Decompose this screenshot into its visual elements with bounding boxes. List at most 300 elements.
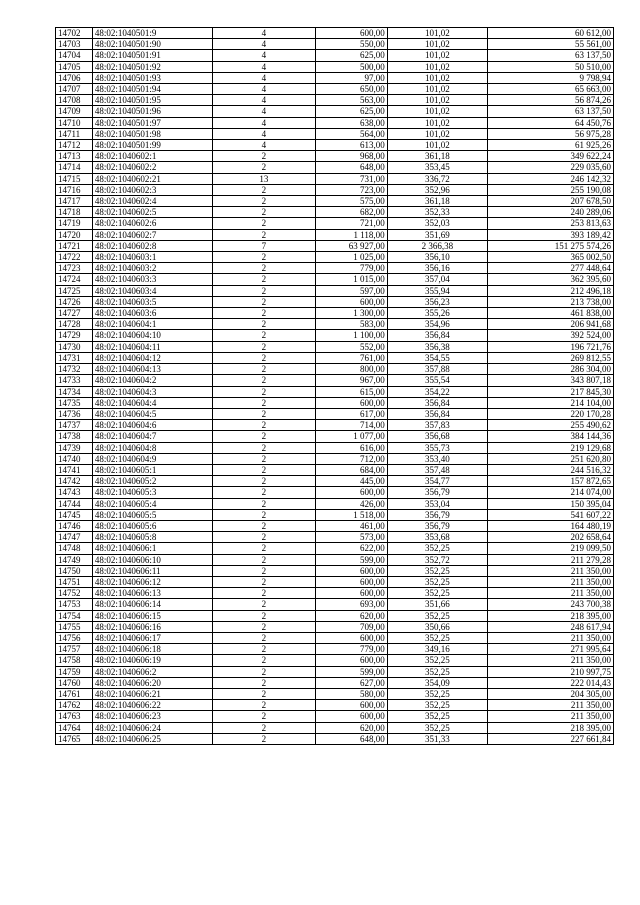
- table-row: [56, 352, 614, 363]
- area-cell: 761,00: [316, 352, 388, 363]
- value-cell: 50 510,00: [488, 61, 614, 72]
- row-number-cell: 14722: [56, 252, 93, 263]
- value-cell: 392 524,00: [488, 330, 614, 341]
- table-row: [56, 565, 614, 576]
- area-cell: 1 015,00: [316, 274, 388, 285]
- table-row: [56, 173, 614, 184]
- cadastral-number-cell: 48:02:1040604:11: [92, 341, 212, 352]
- rate-cell: 352,25: [387, 722, 487, 733]
- row-number-cell: 14765: [56, 733, 93, 744]
- category-cell: 2: [212, 397, 315, 408]
- value-cell: 56 975,28: [488, 128, 614, 139]
- area-cell: 779,00: [316, 263, 388, 274]
- value-cell: 202 658,64: [488, 532, 614, 543]
- row-number-cell: 14758: [56, 655, 93, 666]
- rate-cell: 352,25: [387, 666, 487, 677]
- cadastral-number-cell: 48:02:1040602:3: [92, 184, 212, 195]
- table-row: [56, 420, 614, 431]
- cadastral-number-cell: 48:02:1040501:94: [92, 84, 212, 95]
- value-cell: 9 798,94: [488, 72, 614, 83]
- rate-cell: 101,02: [387, 117, 487, 128]
- row-number-cell: 14741: [56, 464, 93, 475]
- table-row: [56, 498, 614, 509]
- category-cell: 2: [212, 599, 315, 610]
- category-cell: 2: [212, 319, 315, 330]
- rate-cell: 336,72: [387, 173, 487, 184]
- rate-cell: 349,16: [387, 644, 487, 655]
- row-number-cell: 14748: [56, 543, 93, 554]
- area-cell: 599,00: [316, 554, 388, 565]
- cadastral-number-cell: 48:02:1040603:6: [92, 308, 212, 319]
- cadastral-number-cell: 48:02:1040606:24: [92, 722, 212, 733]
- category-cell: 2: [212, 543, 315, 554]
- area-cell: 625,00: [316, 50, 388, 61]
- cadastral-number-cell: 48:02:1040501:92: [92, 61, 212, 72]
- table-row: [56, 554, 614, 565]
- area-cell: 613,00: [316, 140, 388, 151]
- rate-cell: 352,25: [387, 688, 487, 699]
- cadastral-number-cell: 48:02:1040606:2: [92, 666, 212, 677]
- rate-cell: 101,02: [387, 28, 487, 39]
- table-row: [56, 240, 614, 251]
- rate-cell: 2 366,38: [387, 240, 487, 251]
- cadastral-number-cell: 48:02:1040603:5: [92, 296, 212, 307]
- rate-cell: 353,68: [387, 532, 487, 543]
- area-cell: 600,00: [316, 588, 388, 599]
- cadastral-number-cell: 48:02:1040603:2: [92, 263, 212, 274]
- area-cell: 1 100,00: [316, 330, 388, 341]
- row-number-cell: 14752: [56, 588, 93, 599]
- cadastral-number-cell: 48:02:1040606:15: [92, 610, 212, 621]
- row-number-cell: 14762: [56, 700, 93, 711]
- category-cell: 2: [212, 453, 315, 464]
- rate-cell: 355,26: [387, 308, 487, 319]
- value-cell: 210 997,75: [488, 666, 614, 677]
- table-row: [56, 688, 614, 699]
- rate-cell: 101,02: [387, 50, 487, 61]
- table-row: [56, 644, 614, 655]
- rate-cell: 350,66: [387, 621, 487, 632]
- rate-cell: 101,02: [387, 106, 487, 117]
- cadastral-number-cell: 48:02:1040604:7: [92, 431, 212, 442]
- category-cell: 2: [212, 476, 315, 487]
- area-cell: 1 077,00: [316, 431, 388, 442]
- row-number-cell: 14755: [56, 621, 93, 632]
- cadastral-number-cell: 48:02:1040605:5: [92, 509, 212, 520]
- area-cell: 97,00: [316, 72, 388, 83]
- table-row: [56, 509, 614, 520]
- row-number-cell: 14706: [56, 72, 93, 83]
- rate-cell: 101,02: [387, 61, 487, 72]
- table-row: [56, 733, 614, 744]
- category-cell: 2: [212, 464, 315, 475]
- category-cell: 2: [212, 666, 315, 677]
- category-cell: 4: [212, 128, 315, 139]
- value-cell: 211 279,28: [488, 554, 614, 565]
- cadastral-number-cell: 48:02:1040605:1: [92, 464, 212, 475]
- value-cell: 218 395,00: [488, 722, 614, 733]
- table-row: [56, 106, 614, 117]
- value-cell: 214 074,00: [488, 487, 614, 498]
- category-cell: 2: [212, 308, 315, 319]
- rate-cell: 352,25: [387, 700, 487, 711]
- row-number-cell: 14757: [56, 644, 93, 655]
- category-cell: 2: [212, 498, 315, 509]
- table-row: [56, 588, 614, 599]
- table-row: [56, 95, 614, 106]
- rate-cell: 354,22: [387, 386, 487, 397]
- table-row: [56, 532, 614, 543]
- area-cell: 709,00: [316, 621, 388, 632]
- cadastral-number-cell: 48:02:1040606:20: [92, 677, 212, 688]
- cadastral-number-cell: 48:02:1040501:93: [92, 72, 212, 83]
- table-row: [56, 610, 614, 621]
- category-cell: 2: [212, 554, 315, 565]
- area-cell: 682,00: [316, 207, 388, 218]
- category-cell: 2: [212, 576, 315, 587]
- row-number-cell: 14721: [56, 240, 93, 251]
- table-row: [56, 711, 614, 722]
- category-cell: 2: [212, 733, 315, 744]
- row-number-cell: 14711: [56, 128, 93, 139]
- table-row: [56, 722, 614, 733]
- value-cell: 150 395,04: [488, 498, 614, 509]
- value-cell: 211 350,00: [488, 588, 614, 599]
- cadastral-number-cell: 48:02:1040604:4: [92, 397, 212, 408]
- value-cell: 214 104,00: [488, 397, 614, 408]
- value-cell: 271 995,64: [488, 644, 614, 655]
- row-number-cell: 14749: [56, 554, 93, 565]
- category-cell: 2: [212, 632, 315, 643]
- table-row: [56, 28, 614, 39]
- rate-cell: 353,04: [387, 498, 487, 509]
- value-cell: 222 014,43: [488, 677, 614, 688]
- value-cell: 211 350,00: [488, 655, 614, 666]
- value-cell: 213 738,00: [488, 296, 614, 307]
- row-number-cell: 14726: [56, 296, 93, 307]
- rate-cell: 356,16: [387, 263, 487, 274]
- table-row: [56, 229, 614, 240]
- rate-cell: 356,10: [387, 252, 487, 263]
- row-number-cell: 14760: [56, 677, 93, 688]
- value-cell: 63 137,50: [488, 50, 614, 61]
- table-row: [56, 207, 614, 218]
- area-cell: 600,00: [316, 711, 388, 722]
- row-number-cell: 14751: [56, 576, 93, 587]
- value-cell: 393 189,42: [488, 229, 614, 240]
- table-row: [56, 476, 614, 487]
- cadastral-value-table: [55, 27, 614, 745]
- table-row: [56, 386, 614, 397]
- area-cell: 627,00: [316, 677, 388, 688]
- value-cell: 211 350,00: [488, 700, 614, 711]
- area-cell: 1 118,00: [316, 229, 388, 240]
- value-cell: 255 490,62: [488, 420, 614, 431]
- area-cell: 564,00: [316, 128, 388, 139]
- cadastral-number-cell: 48:02:1040606:22: [92, 700, 212, 711]
- area-cell: 573,00: [316, 532, 388, 543]
- cadastral-number-cell: 48:02:1040501:9: [92, 28, 212, 39]
- table-row: [56, 162, 614, 173]
- value-cell: 240 289,06: [488, 207, 614, 218]
- area-cell: 600,00: [316, 576, 388, 587]
- value-cell: 277 448,64: [488, 263, 614, 274]
- value-cell: 248 617,94: [488, 621, 614, 632]
- cadastral-number-cell: 48:02:1040602:8: [92, 240, 212, 251]
- row-number-cell: 14730: [56, 341, 93, 352]
- rate-cell: 352,25: [387, 632, 487, 643]
- area-cell: 693,00: [316, 599, 388, 610]
- rate-cell: 351,33: [387, 733, 487, 744]
- table-row: [56, 655, 614, 666]
- row-number-cell: 14713: [56, 151, 93, 162]
- area-cell: 600,00: [316, 28, 388, 39]
- category-cell: 4: [212, 28, 315, 39]
- value-cell: 251 620,80: [488, 453, 614, 464]
- rate-cell: 353,40: [387, 453, 487, 464]
- category-cell: 2: [212, 487, 315, 498]
- area-cell: 461,00: [316, 520, 388, 531]
- cadastral-number-cell: 48:02:1040604:13: [92, 364, 212, 375]
- rate-cell: 356,23: [387, 296, 487, 307]
- row-number-cell: 14709: [56, 106, 93, 117]
- row-number-cell: 14747: [56, 532, 93, 543]
- rate-cell: 355,94: [387, 285, 487, 296]
- value-cell: 60 612,00: [488, 28, 614, 39]
- rate-cell: 356,79: [387, 509, 487, 520]
- row-number-cell: 14737: [56, 420, 93, 431]
- area-cell: 650,00: [316, 84, 388, 95]
- category-cell: 2: [212, 184, 315, 195]
- area-cell: 600,00: [316, 565, 388, 576]
- row-number-cell: 14731: [56, 352, 93, 363]
- area-cell: 648,00: [316, 733, 388, 744]
- rate-cell: 357,04: [387, 274, 487, 285]
- table-row: [56, 408, 614, 419]
- table-row: [56, 61, 614, 72]
- area-cell: 620,00: [316, 610, 388, 621]
- cadastral-number-cell: 48:02:1040605:8: [92, 532, 212, 543]
- cadastral-number-cell: 48:02:1040604:12: [92, 352, 212, 363]
- value-cell: 220 170,28: [488, 408, 614, 419]
- row-number-cell: 14712: [56, 140, 93, 151]
- rate-cell: 352,03: [387, 218, 487, 229]
- area-cell: 712,00: [316, 453, 388, 464]
- category-cell: 2: [212, 364, 315, 375]
- category-cell: 2: [212, 229, 315, 240]
- area-cell: 731,00: [316, 173, 388, 184]
- area-cell: 583,00: [316, 319, 388, 330]
- cadastral-number-cell: 48:02:1040501:95: [92, 95, 212, 106]
- cadastral-number-cell: 48:02:1040606:11: [92, 565, 212, 576]
- value-cell: 246 142,32: [488, 173, 614, 184]
- table-row: [56, 117, 614, 128]
- value-cell: 211 350,00: [488, 632, 614, 643]
- table-row: [56, 196, 614, 207]
- row-number-cell: 14718: [56, 207, 93, 218]
- row-number-cell: 14720: [56, 229, 93, 240]
- cadastral-number-cell: 48:02:1040604:2: [92, 375, 212, 386]
- table-row: [56, 39, 614, 50]
- area-cell: 580,00: [316, 688, 388, 699]
- category-cell: 2: [212, 296, 315, 307]
- row-number-cell: 14719: [56, 218, 93, 229]
- category-cell: 2: [212, 218, 315, 229]
- table-row: [56, 543, 614, 554]
- cadastral-number-cell: 48:02:1040603:3: [92, 274, 212, 285]
- cadastral-number-cell: 48:02:1040604:1: [92, 319, 212, 330]
- cadastral-number-cell: 48:02:1040606:12: [92, 576, 212, 587]
- value-cell: 461 838,00: [488, 308, 614, 319]
- table-row: [56, 453, 614, 464]
- value-cell: 286 304,00: [488, 364, 614, 375]
- row-number-cell: 14725: [56, 285, 93, 296]
- rate-cell: 354,09: [387, 677, 487, 688]
- row-number-cell: 14723: [56, 263, 93, 274]
- area-cell: 615,00: [316, 386, 388, 397]
- value-cell: 157 872,65: [488, 476, 614, 487]
- category-cell: 2: [212, 442, 315, 453]
- cadastral-number-cell: 48:02:1040605:2: [92, 476, 212, 487]
- row-number-cell: 14727: [56, 308, 93, 319]
- area-cell: 968,00: [316, 151, 388, 162]
- category-cell: 2: [212, 655, 315, 666]
- cadastral-number-cell: 48:02:1040604:6: [92, 420, 212, 431]
- area-cell: 1 025,00: [316, 252, 388, 263]
- rate-cell: 354,55: [387, 352, 487, 363]
- row-number-cell: 14750: [56, 565, 93, 576]
- row-number-cell: 14759: [56, 666, 93, 677]
- value-cell: 211 350,00: [488, 711, 614, 722]
- rate-cell: 352,25: [387, 588, 487, 599]
- cadastral-number-cell: 48:02:1040501:90: [92, 39, 212, 50]
- category-cell: 4: [212, 140, 315, 151]
- rate-cell: 352,25: [387, 711, 487, 722]
- cadastral-number-cell: 48:02:1040602:6: [92, 218, 212, 229]
- area-cell: 552,00: [316, 341, 388, 352]
- table-row: [56, 666, 614, 677]
- row-number-cell: 14703: [56, 39, 93, 50]
- rate-cell: 352,25: [387, 565, 487, 576]
- value-cell: 217 845,30: [488, 386, 614, 397]
- value-cell: 196 721,76: [488, 341, 614, 352]
- row-number-cell: 14728: [56, 319, 93, 330]
- area-cell: 714,00: [316, 420, 388, 431]
- value-cell: 349 622,24: [488, 151, 614, 162]
- table-row: [56, 576, 614, 587]
- table-row: [56, 184, 614, 195]
- area-cell: 622,00: [316, 543, 388, 554]
- cadastral-number-cell: 48:02:1040604:9: [92, 453, 212, 464]
- row-number-cell: 14702: [56, 28, 93, 39]
- area-cell: 967,00: [316, 375, 388, 386]
- cadastral-number-cell: 48:02:1040604:10: [92, 330, 212, 341]
- cadastral-number-cell: 48:02:1040501:97: [92, 117, 212, 128]
- cadastral-number-cell: 48:02:1040501:96: [92, 106, 212, 117]
- value-cell: 253 813,63: [488, 218, 614, 229]
- value-cell: 229 035,60: [488, 162, 614, 173]
- row-number-cell: 14724: [56, 274, 93, 285]
- category-cell: 2: [212, 722, 315, 733]
- rate-cell: 357,83: [387, 420, 487, 431]
- value-cell: 151 275 574,26: [488, 240, 614, 251]
- cadastral-number-cell: 48:02:1040606:25: [92, 733, 212, 744]
- category-cell: 2: [212, 644, 315, 655]
- value-cell: 269 812,55: [488, 352, 614, 363]
- area-cell: 63 927,00: [316, 240, 388, 251]
- category-cell: 2: [212, 352, 315, 363]
- table-row: [56, 520, 614, 531]
- cadastral-number-cell: 48:02:1040604:3: [92, 386, 212, 397]
- row-number-cell: 14705: [56, 61, 93, 72]
- area-cell: 600,00: [316, 487, 388, 498]
- area-cell: 445,00: [316, 476, 388, 487]
- table-row: [56, 397, 614, 408]
- area-cell: 721,00: [316, 218, 388, 229]
- table-row: [56, 263, 614, 274]
- row-number-cell: 14717: [56, 196, 93, 207]
- area-cell: 600,00: [316, 655, 388, 666]
- category-cell: 2: [212, 431, 315, 442]
- category-cell: 2: [212, 688, 315, 699]
- table-row: [56, 285, 614, 296]
- area-cell: 617,00: [316, 408, 388, 419]
- row-number-cell: 14716: [56, 184, 93, 195]
- table-row: [56, 375, 614, 386]
- row-number-cell: 14744: [56, 498, 93, 509]
- value-cell: 55 561,00: [488, 39, 614, 50]
- category-cell: 2: [212, 386, 315, 397]
- cadastral-number-cell: 48:02:1040605:4: [92, 498, 212, 509]
- table-row: [56, 308, 614, 319]
- value-cell: 343 807,18: [488, 375, 614, 386]
- area-cell: 575,00: [316, 196, 388, 207]
- rate-cell: 356,84: [387, 408, 487, 419]
- row-number-cell: 14714: [56, 162, 93, 173]
- area-cell: 500,00: [316, 61, 388, 72]
- table-row: [56, 677, 614, 688]
- value-cell: 255 190,08: [488, 184, 614, 195]
- category-cell: 4: [212, 39, 315, 50]
- category-cell: 2: [212, 274, 315, 285]
- value-cell: 218 395,00: [488, 610, 614, 621]
- area-cell: 550,00: [316, 39, 388, 50]
- row-number-cell: 14745: [56, 509, 93, 520]
- category-cell: 4: [212, 84, 315, 95]
- category-cell: 2: [212, 565, 315, 576]
- table-row: [56, 632, 614, 643]
- rate-cell: 357,48: [387, 464, 487, 475]
- area-cell: 597,00: [316, 285, 388, 296]
- table-row: [56, 274, 614, 285]
- row-number-cell: 14739: [56, 442, 93, 453]
- area-cell: 638,00: [316, 117, 388, 128]
- cadastral-number-cell: 48:02:1040606:14: [92, 599, 212, 610]
- rate-cell: 101,02: [387, 39, 487, 50]
- row-number-cell: 14734: [56, 386, 93, 397]
- table-row: [56, 431, 614, 442]
- area-cell: 723,00: [316, 184, 388, 195]
- value-cell: 362 395,60: [488, 274, 614, 285]
- cadastral-number-cell: 48:02:1040606:19: [92, 655, 212, 666]
- value-cell: 204 305,00: [488, 688, 614, 699]
- area-cell: 426,00: [316, 498, 388, 509]
- table-row: [56, 319, 614, 330]
- table-row: [56, 330, 614, 341]
- category-cell: 7: [212, 240, 315, 251]
- cadastral-number-cell: 48:02:1040606:23: [92, 711, 212, 722]
- area-cell: 625,00: [316, 106, 388, 117]
